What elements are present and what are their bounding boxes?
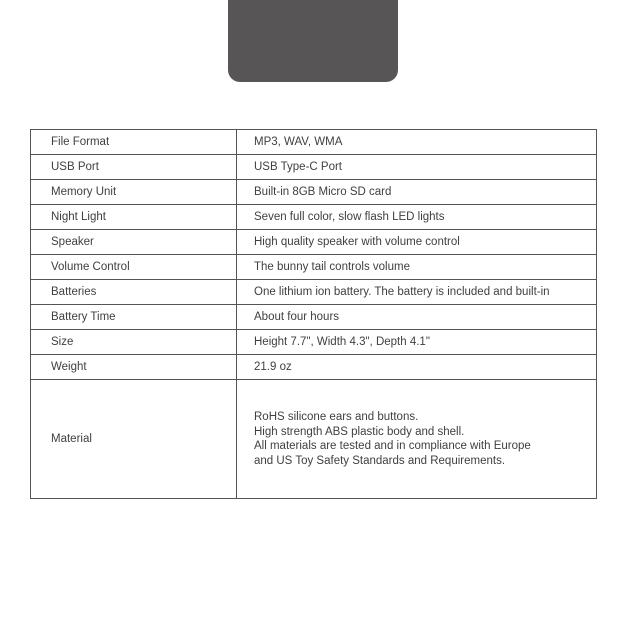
spec-value: The bunny tail controls volume: [237, 255, 597, 280]
specifications-table: [30, 129, 597, 499]
spec-value: USB Type-C Port: [237, 155, 597, 180]
spec-label: Battery Time: [31, 305, 237, 330]
spec-label: File Format: [31, 130, 237, 155]
spec-label: Material: [31, 380, 237, 499]
spec-label: Night Light: [31, 205, 237, 230]
spec-label: Speaker: [31, 230, 237, 255]
spec-label: Batteries: [31, 280, 237, 305]
spec-value: Height 7.7", Width 4.3", Depth 4.1": [237, 330, 597, 355]
spec-value: 21.9 oz: [237, 355, 597, 380]
spec-row-material: [31, 380, 597, 499]
spec-value: Seven full color, slow flash LED lights: [237, 205, 597, 230]
spec-row-volume-control: [31, 255, 597, 280]
spec-label: Memory Unit: [31, 180, 237, 205]
spec-row-batteries: [31, 280, 597, 305]
spec-value: Built-in 8GB Micro SD card: [237, 180, 597, 205]
product-image-bottom: [228, 0, 398, 82]
spec-value: MP3, WAV, WMA: [237, 130, 597, 155]
spec-row-size: [31, 330, 597, 355]
material-line: and US Toy Safety Standards and Requirements.: [254, 454, 506, 467]
spec-row-weight: [31, 355, 597, 380]
material-line: RoHS silicone ears and buttons.: [254, 411, 419, 423]
spec-label: Volume Control: [31, 255, 237, 280]
spec-label: USB Port: [31, 155, 237, 180]
spec-row-night-light: [31, 205, 597, 230]
spec-row-speaker: [31, 230, 597, 255]
spec-row-memory-unit: [31, 180, 597, 205]
spec-row-usb-port: [31, 155, 597, 180]
spec-value: One lithium ion battery. The battery is included and built-in: [237, 280, 597, 305]
material-line: All materials are tested and in compliance with Europe: [254, 440, 531, 452]
spec-value-material: [237, 380, 597, 499]
spec-row-battery-time: [31, 305, 597, 330]
spec-label: Size: [31, 330, 237, 355]
spec-label: Weight: [31, 355, 237, 380]
spec-value: About four hours: [237, 305, 597, 330]
spec-value: High quality speaker with volume control: [237, 230, 597, 255]
material-line: High strength ABS plastic body and shell.: [254, 425, 465, 438]
spec-row-file-format: [31, 130, 597, 155]
